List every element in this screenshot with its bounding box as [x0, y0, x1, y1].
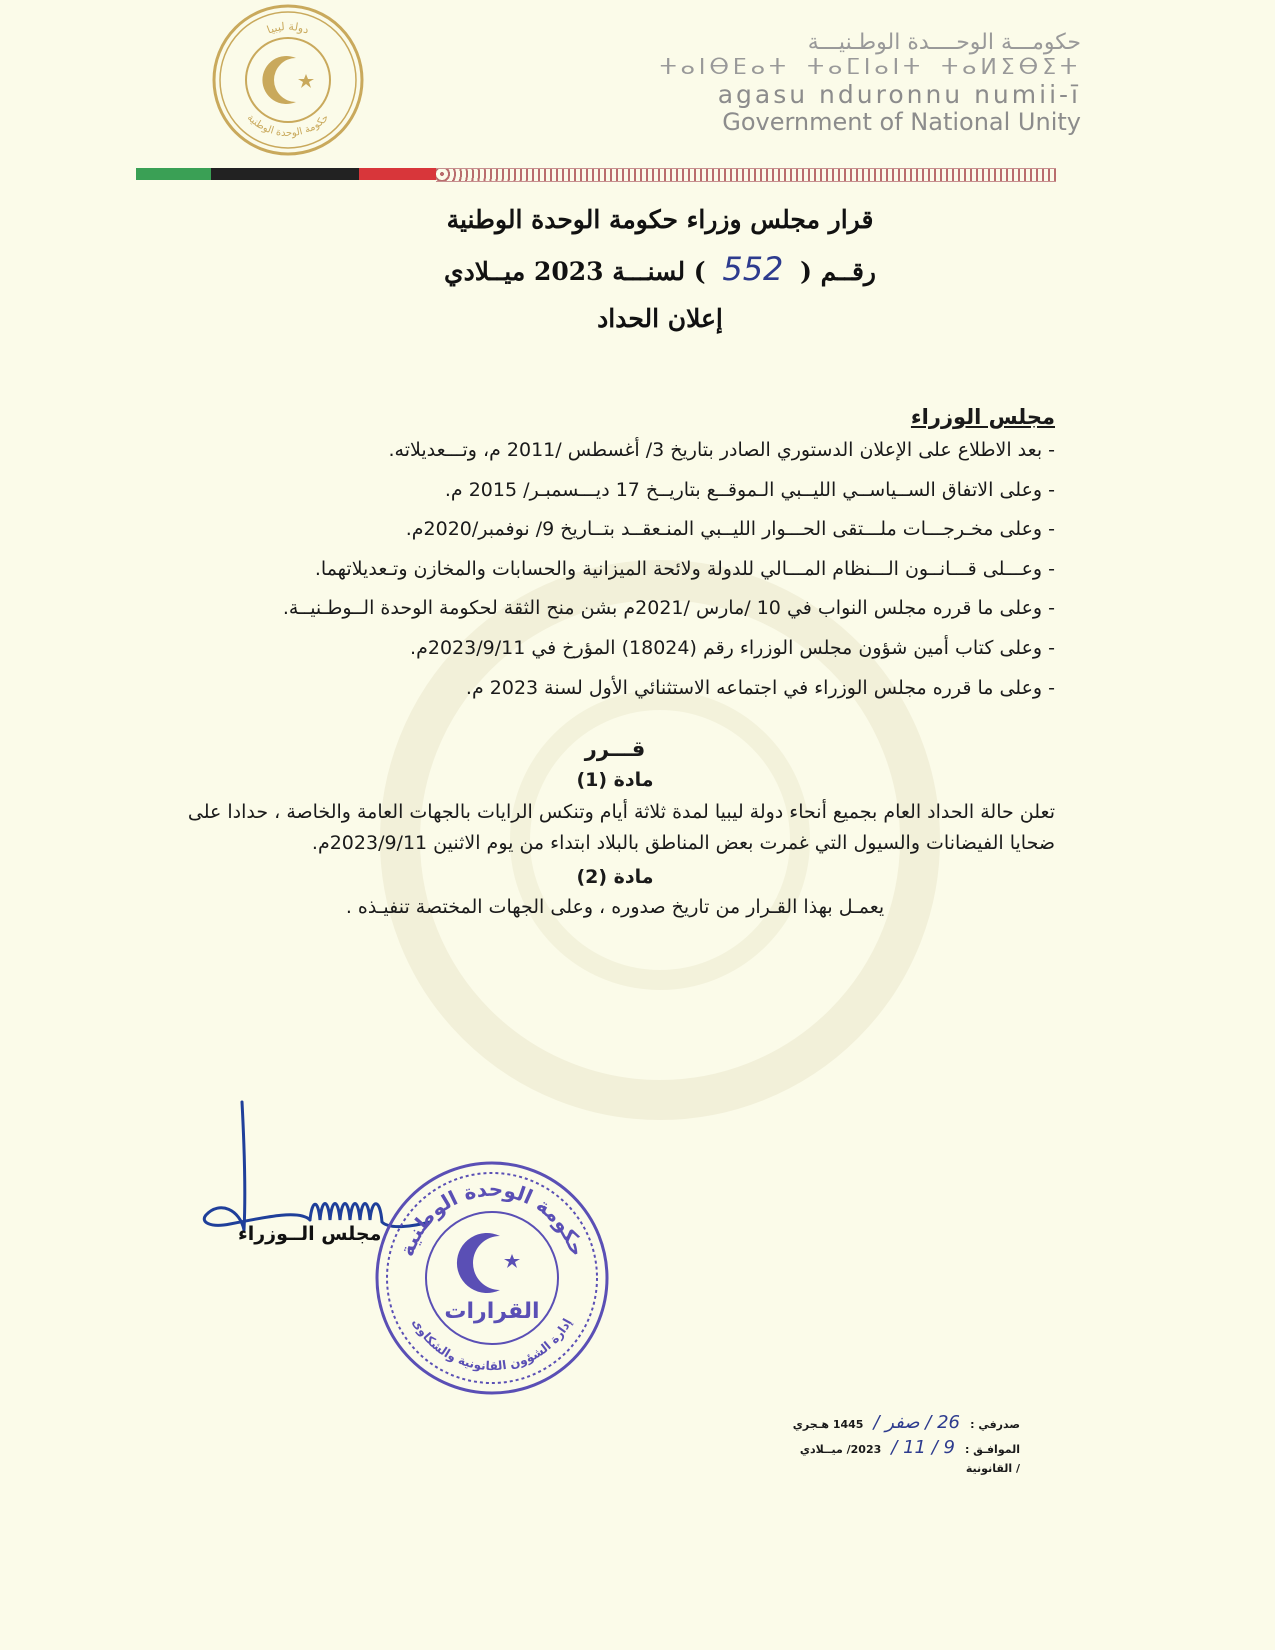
date-footer: [740, 1412, 1020, 1479]
government-letterhead: [621, 30, 1081, 137]
article-1-text: تعلن حالة الحداد العام بجميع أنحاء دولة ليبيا لمدة ثلاثة أيام وتنكس الرايات بالجهات العامة والخاصة ، حدادا على ضحايا الفيضانات والسيول التي غمرت بعض المناطق بالبلاد ابتداء من يوم الاثنين 2023/9/11م.: [187, 801, 1055, 854]
council-heading: مجلس الوزراء: [910, 405, 1055, 429]
corresponding-gregorian: 2023/ ميــلادي: [799, 1443, 882, 1456]
seal-inner-text: حكومة الوحدة الوطنية: [244, 112, 332, 140]
flag-green-segment: [136, 168, 211, 180]
issued-hijri: 1445 هـجري: [792, 1418, 864, 1431]
preamble-clause: - وعلى ما قرره مجلس النواب في 10 /مارس /2021م بشن منح الثقة لحكومة الوحدة الــوطـنيــة.: [282, 597, 1055, 620]
article-2-title: مادة (2): [576, 865, 654, 888]
signature-label: مجلس الــوزراء: [238, 1223, 382, 1245]
corresponding-label: الموافـق :: [964, 1443, 1020, 1456]
preamble-clause: - وعلى مخـرجـــات ملـــتقى الحـــوار الليــبي المنـعقــد بتــاريخ 9/ نوفمبر/2020م.: [405, 518, 1055, 541]
ornament-border: [436, 168, 1056, 182]
preamble-clause: - وعلى الاتفاق الســياســي الليــبي الـموقــع بتاريــخ 17 ديـــسمبـر/ 2015 م.: [444, 478, 1055, 501]
seal-ring-text: دولة ليبيا: [265, 19, 311, 37]
preamble-clause: - وعلى ما قرره مجلس الوزراء في اجتماعه الاستثنائي الأول لسنة 2023 م.: [465, 676, 1055, 699]
preamble-clause: - وعلى كتاب أمين شؤون مجلس الوزراء رقم (18024) المؤرخ في 2023/9/11م.: [410, 636, 1055, 659]
issued-handwritten-date: 26 / صفر /: [873, 1412, 960, 1433]
article-2-text: يعمـل بهذا القـرار من تاريخ صدوره ، وعلى الجهات المختصة تنفيـذه .: [345, 895, 885, 918]
stamp-center-text: القرارات: [444, 1299, 540, 1324]
decree-number: 552: [722, 250, 784, 288]
flag-black-segment: [211, 168, 359, 180]
svg-text:حكومة الوحدة الوطنية: [394, 1177, 589, 1259]
issued-row: [740, 1412, 1020, 1433]
corresponding-row: [740, 1437, 1020, 1458]
flag-color-bar: [136, 168, 1056, 180]
corresponding-handwritten-date: 9 / 11 /: [891, 1437, 955, 1458]
official-stamp-icon: [372, 1158, 612, 1398]
svg-text:دولة ليبيا: [265, 20, 311, 37]
decree-title: [300, 205, 1020, 349]
letterhead-tifinagh: ⵜⴰⵏⴱⴹⴰⵜ ⵜⴰⵎⵏⴰⵏⵜ ⵜⴰⵍⵉⴱⵉⵜ: [659, 55, 1081, 81]
preamble-clause: - بعد الاطلاع على الإعلان الدستوري الصادر بتاريخ 3/ أغسطس /2011 م، وتـــعديلاته.: [388, 439, 1055, 461]
letterhead-latin: agasu nduronnu numii-ī: [717, 79, 1081, 109]
government-seal-icon: [208, 0, 368, 160]
title-line-1: قرار مجلس وزراء حكومة الوحدة الوطنية: [446, 205, 874, 234]
stamp-bottom-text: إدارة الشؤون القانونية والشكاوى: [409, 1315, 575, 1374]
flag-red-segment: [359, 168, 436, 180]
title-line-2: [300, 250, 1020, 288]
title-number-suffix: ) لسنـــة 2023 ميــلادي: [444, 257, 706, 286]
title-line-3: إعلان الحداد: [597, 304, 723, 333]
legal-reference: / القانونية: [965, 1462, 1020, 1475]
title-number-prefix: رقــم (: [800, 257, 876, 286]
decree-body: [175, 405, 1055, 918]
reference-row: [740, 1462, 1020, 1475]
preamble-clause: - وعـــلى قـــانــون الـــنظام المـــالي للدولة ولائحة الميزانية والحسابات والمخازن وتـعديلاتهما.: [314, 557, 1055, 580]
svg-text:حكومة الوحدة الوطنية: [245, 112, 331, 139]
article-1-title: مادة (1): [576, 769, 654, 792]
stamp-ring-text: حكومة الوحدة الوطنية: [394, 1176, 590, 1260]
letterhead-english: Government of National Unity: [722, 108, 1081, 137]
letterhead-arabic: حكومـــة الوحــــدة الوطـنيـــة: [807, 30, 1081, 55]
issued-label: صدرفي :: [970, 1418, 1020, 1431]
decided-heading: قـــرر: [584, 737, 646, 762]
